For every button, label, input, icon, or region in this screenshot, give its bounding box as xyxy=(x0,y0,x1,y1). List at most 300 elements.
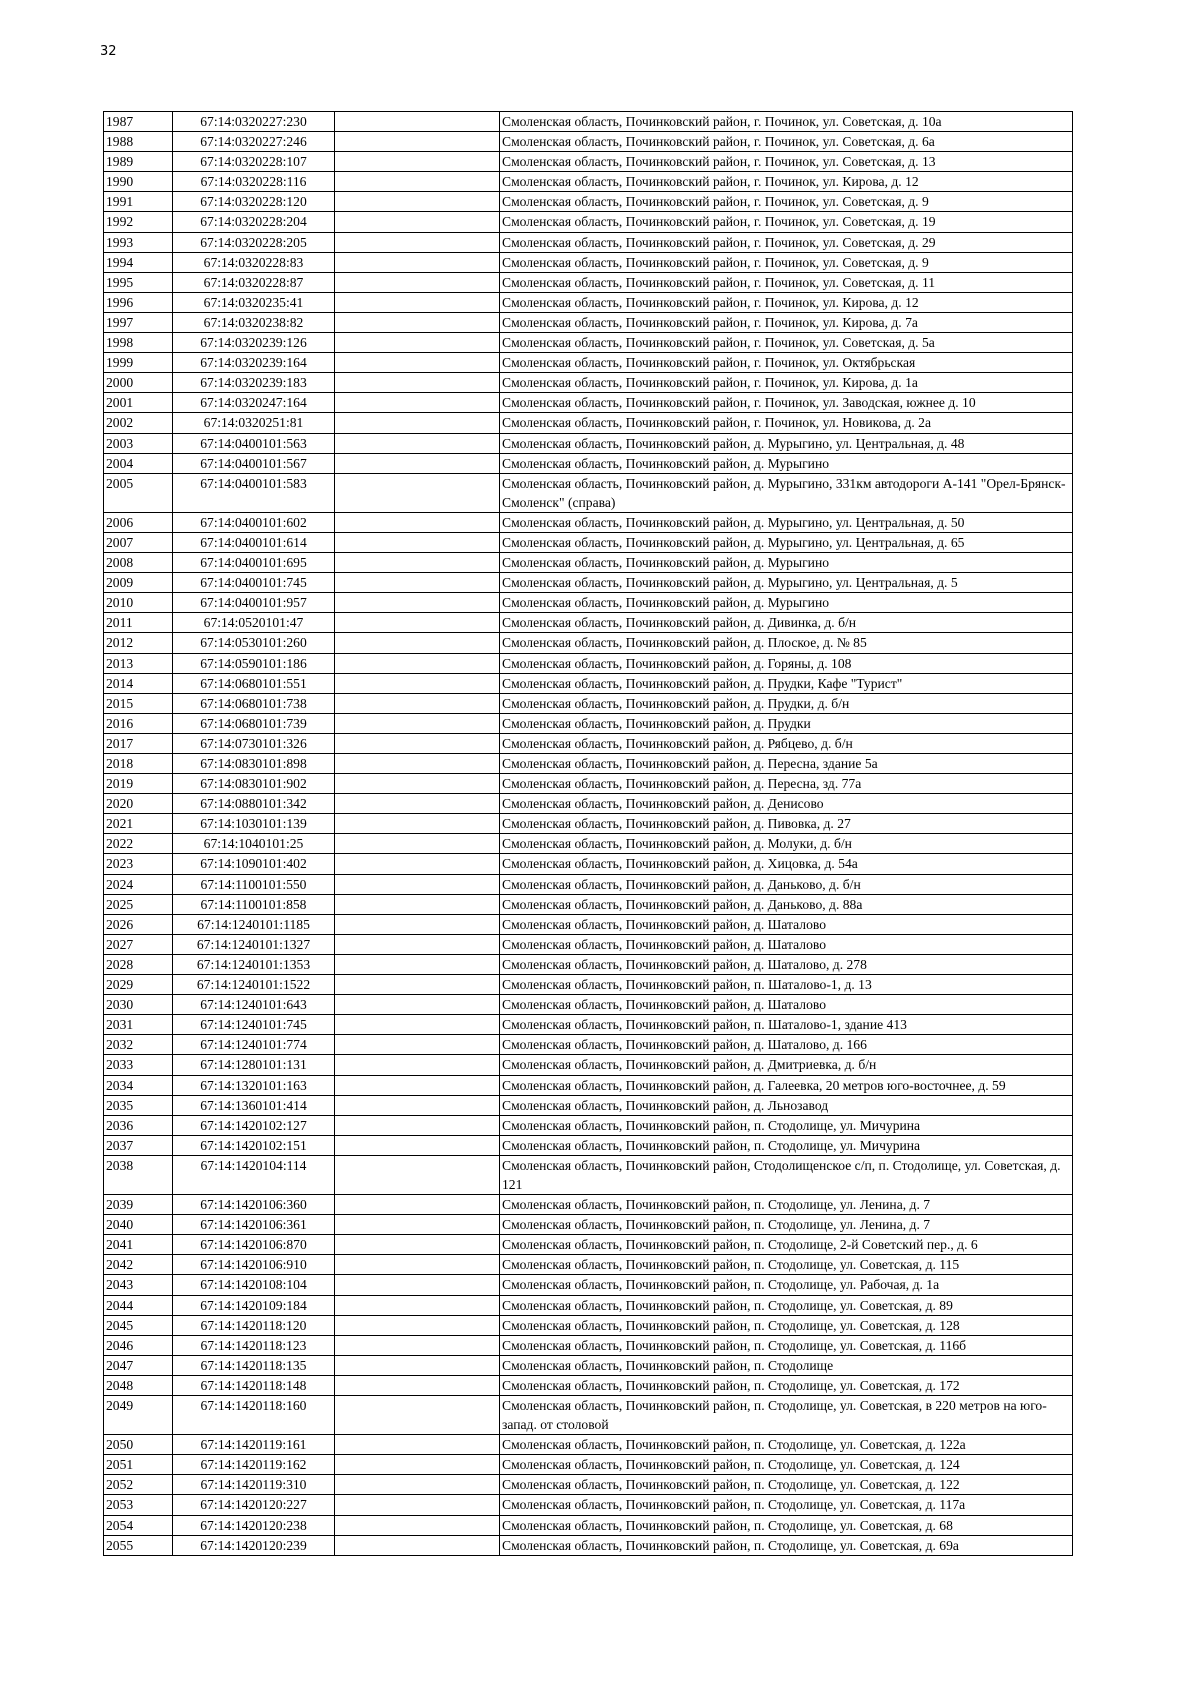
row-number-cell: 2037 xyxy=(104,1135,173,1155)
row-number-cell: 2023 xyxy=(104,854,173,874)
empty-cell xyxy=(335,733,500,753)
address-cell: Смоленская область, Починковский район, п. Стодолище, ул. Советская, д. 116б xyxy=(500,1335,1073,1355)
address-cell: Смоленская область, Починковский район, д. Прудки, д. б/н xyxy=(500,693,1073,713)
table-row xyxy=(104,1015,1073,1035)
empty-cell xyxy=(335,1495,500,1515)
address-cell: Смоленская область, Починковский район, д. Плоское, д. № 85 xyxy=(500,633,1073,653)
empty-cell xyxy=(335,212,500,232)
empty-cell xyxy=(335,934,500,954)
address-cell: Смоленская область, Починковский район, д. Пересна, здание 5а xyxy=(500,754,1073,774)
table-row xyxy=(104,1135,1073,1155)
row-number-cell: 2008 xyxy=(104,553,173,573)
cadastral-number-cell: 67:14:1420120:239 xyxy=(173,1535,335,1555)
cadastral-number-cell: 67:14:1420118:123 xyxy=(173,1335,335,1355)
address-cell: Смоленская область, Починковский район, д. Даньково, д. 88а xyxy=(500,894,1073,914)
empty-cell xyxy=(335,1035,500,1055)
table-row xyxy=(104,653,1073,673)
empty-cell xyxy=(335,1155,500,1194)
table-row xyxy=(104,312,1073,332)
address-cell: Смоленская область, Починковский район, г. Починок, ул. Заводская, южнее д. 10 xyxy=(500,393,1073,413)
address-cell: Смоленская область, Починковский район, п. Стодолище, ул. Советская, д. 172 xyxy=(500,1375,1073,1395)
row-number-cell: 1994 xyxy=(104,252,173,272)
address-cell: Смоленская область, Починковский район, п. Стодолище, ул. Советская, д. 68 xyxy=(500,1515,1073,1535)
cadastral-number-cell: 67:14:0320228:87 xyxy=(173,272,335,292)
address-cell: Смоленская область, Починковский район, п. Стодолище, ул. Советская, д. 122а xyxy=(500,1435,1073,1455)
row-number-cell: 2021 xyxy=(104,814,173,834)
cadastral-number-cell: 67:14:0320239:164 xyxy=(173,353,335,373)
cadastral-number-cell: 67:14:1240101:1185 xyxy=(173,914,335,934)
cadastral-number-cell: 67:14:0830101:898 xyxy=(173,754,335,774)
cadastral-number-cell: 67:14:1090101:402 xyxy=(173,854,335,874)
address-cell: Смоленская область, Починковский район, п. Стодолище, ул. Мичурина xyxy=(500,1115,1073,1135)
row-number-cell: 2033 xyxy=(104,1055,173,1075)
row-number-cell: 2000 xyxy=(104,373,173,393)
table-row xyxy=(104,1396,1073,1435)
table-row xyxy=(104,333,1073,353)
table-row xyxy=(104,353,1073,373)
table-row xyxy=(104,1035,1073,1055)
registry-table-body xyxy=(104,112,1073,1556)
row-number-cell: 2048 xyxy=(104,1375,173,1395)
table-row xyxy=(104,1495,1073,1515)
cadastral-number-cell: 67:14:1420106:910 xyxy=(173,1255,335,1275)
row-number-cell: 2054 xyxy=(104,1515,173,1535)
row-number-cell: 2040 xyxy=(104,1215,173,1235)
cadastral-number-cell: 67:14:0880101:342 xyxy=(173,794,335,814)
row-number-cell: 1991 xyxy=(104,192,173,212)
cadastral-number-cell: 67:14:0400101:602 xyxy=(173,512,335,532)
table-row xyxy=(104,854,1073,874)
table-row xyxy=(104,373,1073,393)
empty-cell xyxy=(335,975,500,995)
table-row xyxy=(104,794,1073,814)
table-row xyxy=(104,1195,1073,1215)
address-cell: Смоленская область, Починковский район, г. Починок, ул. Советская, д. 19 xyxy=(500,212,1073,232)
row-number-cell: 2039 xyxy=(104,1195,173,1215)
address-cell: Смоленская область, Починковский район, д. Дивинка, д. б/н xyxy=(500,613,1073,633)
row-number-cell: 2046 xyxy=(104,1335,173,1355)
row-number-cell: 1987 xyxy=(104,112,173,132)
cadastral-number-cell: 67:14:1240101:745 xyxy=(173,1015,335,1035)
empty-cell xyxy=(335,774,500,794)
row-number-cell: 1990 xyxy=(104,172,173,192)
cadastral-number-cell: 67:14:0590101:186 xyxy=(173,653,335,673)
empty-cell xyxy=(335,653,500,673)
row-number-cell: 2009 xyxy=(104,573,173,593)
row-number-cell: 2038 xyxy=(104,1155,173,1194)
cadastral-number-cell: 67:14:1420120:227 xyxy=(173,1495,335,1515)
table-row xyxy=(104,1535,1073,1555)
address-cell: Смоленская область, Починковский район, д. Мурыгино, ул. Центральная, д. 65 xyxy=(500,532,1073,552)
cadastral-number-cell: 67:14:1240101:643 xyxy=(173,995,335,1015)
row-number-cell: 1998 xyxy=(104,333,173,353)
address-cell: Смоленская область, Починковский район, п. Стодолище, ул. Советская, д. 117а xyxy=(500,1495,1073,1515)
table-row xyxy=(104,232,1073,252)
cadastral-number-cell: 67:14:0400101:563 xyxy=(173,433,335,453)
table-row xyxy=(104,1235,1073,1255)
table-row xyxy=(104,553,1073,573)
row-number-cell: 2002 xyxy=(104,413,173,433)
row-number-cell: 2047 xyxy=(104,1355,173,1375)
cadastral-number-cell: 67:14:1420108:104 xyxy=(173,1275,335,1295)
address-cell: Смоленская область, Починковский район, д. Шаталово xyxy=(500,934,1073,954)
table-row xyxy=(104,1095,1073,1115)
cadastral-number-cell: 67:14:0400101:957 xyxy=(173,593,335,613)
cadastral-number-cell: 67:14:1420102:151 xyxy=(173,1135,335,1155)
address-cell: Смоленская область, Починковский район, д. Галеевка, 20 метров юго-восточнее, д. 59 xyxy=(500,1075,1073,1095)
row-number-cell: 2029 xyxy=(104,975,173,995)
cadastral-number-cell: 67:14:1420106:361 xyxy=(173,1215,335,1235)
empty-cell xyxy=(335,1195,500,1215)
table-row xyxy=(104,413,1073,433)
row-number-cell: 1999 xyxy=(104,353,173,373)
empty-cell xyxy=(335,272,500,292)
cadastral-number-cell: 67:14:1040101:25 xyxy=(173,834,335,854)
address-cell: Смоленская область, Починковский район, п. Стодолище, ул. Ленина, д. 7 xyxy=(500,1195,1073,1215)
cadastral-number-cell: 67:14:0680101:551 xyxy=(173,673,335,693)
cadastral-number-cell: 67:14:0320239:126 xyxy=(173,333,335,353)
cadastral-number-cell: 67:14:0320228:120 xyxy=(173,192,335,212)
table-row xyxy=(104,1115,1073,1135)
empty-cell xyxy=(335,393,500,413)
empty-cell xyxy=(335,453,500,473)
address-cell: Смоленская область, Починковский район, д. Хицовка, д. 54а xyxy=(500,854,1073,874)
address-cell: Смоленская область, Починковский район, г. Починок, ул. Советская, д. 5а xyxy=(500,333,1073,353)
row-number-cell: 2015 xyxy=(104,693,173,713)
address-cell: Смоленская область, Починковский район, г. Починок, ул. Новикова, д. 2а xyxy=(500,413,1073,433)
address-cell: Смоленская область, Починковский район, г. Починок, ул. Советская, д. 13 xyxy=(500,152,1073,172)
address-cell: Смоленская область, Починковский район, г. Починок, ул. Советская, д. 11 xyxy=(500,272,1073,292)
row-number-cell: 2053 xyxy=(104,1495,173,1515)
empty-cell xyxy=(335,1455,500,1475)
table-row xyxy=(104,774,1073,794)
address-cell: Смоленская область, Починковский район, г. Починок, ул. Кирова, д. 12 xyxy=(500,292,1073,312)
address-cell: Смоленская область, Починковский район, г. Починок, ул. Кирова, д. 12 xyxy=(500,172,1073,192)
cadastral-number-cell: 67:14:0320228:116 xyxy=(173,172,335,192)
row-number-cell: 2010 xyxy=(104,593,173,613)
empty-cell xyxy=(335,373,500,393)
cadastral-number-cell: 67:14:0400101:614 xyxy=(173,532,335,552)
cadastral-number-cell: 67:14:1420106:870 xyxy=(173,1235,335,1255)
cadastral-number-cell: 67:14:1030101:139 xyxy=(173,814,335,834)
table-row xyxy=(104,532,1073,552)
table-row xyxy=(104,814,1073,834)
table-row xyxy=(104,1315,1073,1335)
address-cell: Смоленская область, Починковский район, п. Стодолище xyxy=(500,1355,1073,1375)
empty-cell xyxy=(335,292,500,312)
empty-cell xyxy=(335,1235,500,1255)
address-cell: Смоленская область, Починковский район, д. Мурыгино, ул. Центральная, д. 48 xyxy=(500,433,1073,453)
empty-cell xyxy=(335,1515,500,1535)
empty-cell xyxy=(335,473,500,512)
cadastral-number-cell: 67:14:0320247:164 xyxy=(173,393,335,413)
row-number-cell: 1997 xyxy=(104,312,173,332)
address-cell: Смоленская область, Починковский район, д. Мурыгино xyxy=(500,553,1073,573)
empty-cell xyxy=(335,1335,500,1355)
address-cell: Смоленская область, Починковский район, г. Починок, ул. Советская, д. 29 xyxy=(500,232,1073,252)
address-cell: Смоленская область, Починковский район, д. Шаталово xyxy=(500,995,1073,1015)
row-number-cell: 1995 xyxy=(104,272,173,292)
row-number-cell: 1993 xyxy=(104,232,173,252)
address-cell: Смоленская область, Починковский район, Стодолищенское с/п, п. Стодолище, ул. Советская, д. 121 xyxy=(500,1155,1073,1194)
table-row xyxy=(104,393,1073,413)
empty-cell xyxy=(335,1375,500,1395)
table-row xyxy=(104,453,1073,473)
table-row xyxy=(104,975,1073,995)
empty-cell xyxy=(335,1255,500,1275)
table-row xyxy=(104,613,1073,633)
cadastral-number-cell: 67:14:0400101:695 xyxy=(173,553,335,573)
row-number-cell: 2004 xyxy=(104,453,173,473)
cadastral-number-cell: 67:14:1420119:161 xyxy=(173,1435,335,1455)
empty-cell xyxy=(335,894,500,914)
address-cell: Смоленская область, Починковский район, п. Стодолище, ул. Советская, д. 124 xyxy=(500,1455,1073,1475)
address-cell: Смоленская область, Починковский район, г. Починок, ул. Кирова, д. 7а xyxy=(500,312,1073,332)
row-number-cell: 2024 xyxy=(104,874,173,894)
empty-cell xyxy=(335,172,500,192)
empty-cell xyxy=(335,593,500,613)
table-row xyxy=(104,754,1073,774)
address-cell: Смоленская область, Починковский район, п. Стодолище, ул. Мичурина xyxy=(500,1135,1073,1155)
cadastral-number-cell: 67:14:1420119:162 xyxy=(173,1455,335,1475)
cadastral-number-cell: 67:14:1240101:1327 xyxy=(173,934,335,954)
address-cell: Смоленская область, Починковский район, г. Починок, ул. Советская, д. 9 xyxy=(500,192,1073,212)
row-number-cell: 2055 xyxy=(104,1535,173,1555)
table-row xyxy=(104,172,1073,192)
empty-cell xyxy=(335,1435,500,1455)
row-number-cell: 2026 xyxy=(104,914,173,934)
empty-cell xyxy=(335,252,500,272)
empty-cell xyxy=(335,1355,500,1375)
address-cell: Смоленская область, Починковский район, г. Починок, ул. Советская, д. 6а xyxy=(500,132,1073,152)
cadastral-number-cell: 67:14:0320227:230 xyxy=(173,112,335,132)
address-cell: Смоленская область, Починковский район, д. Пивовка, д. 27 xyxy=(500,814,1073,834)
address-cell: Смоленская область, Починковский район, д. Даньково, д. б/н xyxy=(500,874,1073,894)
empty-cell xyxy=(335,553,500,573)
cadastral-number-cell: 67:14:1420118:120 xyxy=(173,1315,335,1335)
table-row xyxy=(104,995,1073,1015)
table-row xyxy=(104,1375,1073,1395)
address-cell: Смоленская область, Починковский район, д. Денисово xyxy=(500,794,1073,814)
address-cell: Смоленская область, Починковский район, д. Пересна, зд. 77а xyxy=(500,774,1073,794)
address-cell: Смоленская область, Починковский район, д. Горяны, д. 108 xyxy=(500,653,1073,673)
empty-cell xyxy=(335,834,500,854)
address-cell: Смоленская область, Починковский район, п. Стодолище, ул. Советская, д. 115 xyxy=(500,1255,1073,1275)
cadastral-number-cell: 67:14:1420118:160 xyxy=(173,1396,335,1435)
table-row xyxy=(104,473,1073,512)
property-registry-table xyxy=(103,111,1073,1556)
row-number-cell: 2007 xyxy=(104,532,173,552)
empty-cell xyxy=(335,532,500,552)
cadastral-number-cell: 67:14:0320228:204 xyxy=(173,212,335,232)
table-row xyxy=(104,914,1073,934)
row-number-cell: 2045 xyxy=(104,1315,173,1335)
row-number-cell: 2034 xyxy=(104,1075,173,1095)
table-row xyxy=(104,512,1073,532)
address-cell: Смоленская область, Починковский район, п. Стодолище, ул. Советская, д. 128 xyxy=(500,1315,1073,1335)
row-number-cell: 2025 xyxy=(104,894,173,914)
row-number-cell: 2016 xyxy=(104,713,173,733)
row-number-cell: 2049 xyxy=(104,1396,173,1435)
empty-cell xyxy=(335,914,500,934)
row-number-cell: 1988 xyxy=(104,132,173,152)
row-number-cell: 2005 xyxy=(104,473,173,512)
address-cell: Смоленская область, Починковский район, п. Стодолище, ул. Советская, д. 122 xyxy=(500,1475,1073,1495)
table-row xyxy=(104,934,1073,954)
table-row xyxy=(104,1275,1073,1295)
row-number-cell: 1992 xyxy=(104,212,173,232)
row-number-cell: 2003 xyxy=(104,433,173,453)
row-number-cell: 2012 xyxy=(104,633,173,653)
table-row xyxy=(104,1515,1073,1535)
table-row xyxy=(104,1355,1073,1375)
address-cell: Смоленская область, Починковский район, п. Стодолище, ул. Советская, д. 89 xyxy=(500,1295,1073,1315)
empty-cell xyxy=(335,874,500,894)
row-number-cell: 2031 xyxy=(104,1015,173,1035)
address-cell: Смоленская область, Починковский район, д. Мурыгино, ул. Центральная, д. 50 xyxy=(500,512,1073,532)
row-number-cell: 2001 xyxy=(104,393,173,413)
empty-cell xyxy=(335,232,500,252)
row-number-cell: 2043 xyxy=(104,1275,173,1295)
row-number-cell: 2020 xyxy=(104,794,173,814)
row-number-cell: 2011 xyxy=(104,613,173,633)
empty-cell xyxy=(335,152,500,172)
address-cell: Смоленская область, Починковский район, д. Молуки, д. б/н xyxy=(500,834,1073,854)
cadastral-number-cell: 67:14:1240101:1522 xyxy=(173,975,335,995)
empty-cell xyxy=(335,693,500,713)
table-row xyxy=(104,292,1073,312)
row-number-cell: 2027 xyxy=(104,934,173,954)
empty-cell xyxy=(335,1275,500,1295)
cadastral-number-cell: 67:14:0320228:107 xyxy=(173,152,335,172)
table-row xyxy=(104,713,1073,733)
empty-cell xyxy=(335,954,500,974)
cadastral-number-cell: 67:14:0320228:205 xyxy=(173,232,335,252)
cadastral-number-cell: 67:14:0400101:583 xyxy=(173,473,335,512)
table-row xyxy=(104,1455,1073,1475)
table-row xyxy=(104,693,1073,713)
row-number-cell: 2028 xyxy=(104,954,173,974)
empty-cell xyxy=(335,1135,500,1155)
cadastral-number-cell: 67:14:0520101:47 xyxy=(173,613,335,633)
address-cell: Смоленская область, Починковский район, д. Шаталово, д. 166 xyxy=(500,1035,1073,1055)
cadastral-number-cell: 67:14:1100101:550 xyxy=(173,874,335,894)
table-row xyxy=(104,1335,1073,1355)
address-cell: Смоленская область, Починковский район, д. Мурыгино, 331км автодороги А-141 "Орел-Брянск-Смоленск" (справа) xyxy=(500,473,1073,512)
cadastral-number-cell: 67:14:0730101:326 xyxy=(173,733,335,753)
empty-cell xyxy=(335,132,500,152)
table-row xyxy=(104,1075,1073,1095)
empty-cell xyxy=(335,433,500,453)
empty-cell xyxy=(335,854,500,874)
cadastral-number-cell: 67:14:1320101:163 xyxy=(173,1075,335,1095)
cadastral-number-cell: 67:14:1420106:360 xyxy=(173,1195,335,1215)
empty-cell xyxy=(335,713,500,733)
address-cell: Смоленская область, Починковский район, п. Стодолище, 2-й Советский пер., д. 6 xyxy=(500,1235,1073,1255)
address-cell: Смоленская область, Починковский район, д. Мурыгино, ул. Центральная, д. 5 xyxy=(500,573,1073,593)
row-number-cell: 2035 xyxy=(104,1095,173,1115)
table-row xyxy=(104,874,1073,894)
empty-cell xyxy=(335,192,500,212)
cadastral-number-cell: 67:14:0680101:739 xyxy=(173,713,335,733)
row-number-cell: 2014 xyxy=(104,673,173,693)
empty-cell xyxy=(335,1396,500,1435)
empty-cell xyxy=(335,1215,500,1235)
cadastral-number-cell: 67:14:1420118:135 xyxy=(173,1355,335,1375)
cadastral-number-cell: 67:14:0530101:260 xyxy=(173,633,335,653)
table-row xyxy=(104,272,1073,292)
empty-cell xyxy=(335,312,500,332)
cadastral-number-cell: 67:14:0320251:81 xyxy=(173,413,335,433)
cadastral-number-cell: 67:14:1420104:114 xyxy=(173,1155,335,1194)
row-number-cell: 2041 xyxy=(104,1235,173,1255)
table-row xyxy=(104,1475,1073,1495)
table-row xyxy=(104,112,1073,132)
empty-cell xyxy=(335,1535,500,1555)
address-cell: Смоленская область, Починковский район, п. Стодолище, ул. Советская, д. 69а xyxy=(500,1535,1073,1555)
empty-cell xyxy=(335,1055,500,1075)
empty-cell xyxy=(335,754,500,774)
empty-cell xyxy=(335,1315,500,1335)
empty-cell xyxy=(335,794,500,814)
address-cell: Смоленская область, Починковский район, д. Дмитриевка, д. б/н xyxy=(500,1055,1073,1075)
address-cell: Смоленская область, Починковский район, п. Шаталово-1, д. 13 xyxy=(500,975,1073,995)
address-cell: Смоленская область, Починковский район, д. Прудки xyxy=(500,713,1073,733)
row-number-cell: 2017 xyxy=(104,733,173,753)
table-row xyxy=(104,573,1073,593)
row-number-cell: 2019 xyxy=(104,774,173,794)
row-number-cell: 2018 xyxy=(104,754,173,774)
empty-cell xyxy=(335,1075,500,1095)
empty-cell xyxy=(335,673,500,693)
table-row xyxy=(104,733,1073,753)
row-number-cell: 2013 xyxy=(104,653,173,673)
cadastral-number-cell: 67:14:0400101:567 xyxy=(173,453,335,473)
row-number-cell: 2030 xyxy=(104,995,173,1015)
cadastral-number-cell: 67:14:1420118:148 xyxy=(173,1375,335,1395)
empty-cell xyxy=(335,413,500,433)
cadastral-number-cell: 67:14:0320227:246 xyxy=(173,132,335,152)
cadastral-number-cell: 67:14:1420119:310 xyxy=(173,1475,335,1495)
table-row xyxy=(104,834,1073,854)
cadastral-number-cell: 67:14:0320235:41 xyxy=(173,292,335,312)
page-number: 32 xyxy=(100,44,117,59)
cadastral-number-cell: 67:14:0320239:183 xyxy=(173,373,335,393)
table-row xyxy=(104,1255,1073,1275)
row-number-cell: 2050 xyxy=(104,1435,173,1455)
row-number-cell: 1996 xyxy=(104,292,173,312)
row-number-cell: 2006 xyxy=(104,512,173,532)
empty-cell xyxy=(335,573,500,593)
cadastral-number-cell: 67:14:0400101:745 xyxy=(173,573,335,593)
address-cell: Смоленская область, Починковский район, п. Стодолище, ул. Ленина, д. 7 xyxy=(500,1215,1073,1235)
address-cell: Смоленская область, Починковский район, д. Рябцево, д. б/н xyxy=(500,733,1073,753)
address-cell: Смоленская область, Починковский район, г. Починок, ул. Октябрьская xyxy=(500,353,1073,373)
empty-cell xyxy=(335,995,500,1015)
address-cell: Смоленская область, Починковский район, г. Починок, ул. Советская, д. 9 xyxy=(500,252,1073,272)
table-row xyxy=(104,1295,1073,1315)
table-row xyxy=(104,252,1073,272)
row-number-cell: 2032 xyxy=(104,1035,173,1055)
table-row xyxy=(104,1435,1073,1455)
cadastral-number-cell: 67:14:1240101:1353 xyxy=(173,954,335,974)
cadastral-number-cell: 67:14:0830101:902 xyxy=(173,774,335,794)
table-row xyxy=(104,433,1073,453)
address-cell: Смоленская область, Починковский район, д. Шаталово xyxy=(500,914,1073,934)
cadastral-number-cell: 67:14:1360101:414 xyxy=(173,1095,335,1115)
address-cell: Смоленская область, Починковский район, д. Мурыгино xyxy=(500,593,1073,613)
empty-cell xyxy=(335,333,500,353)
